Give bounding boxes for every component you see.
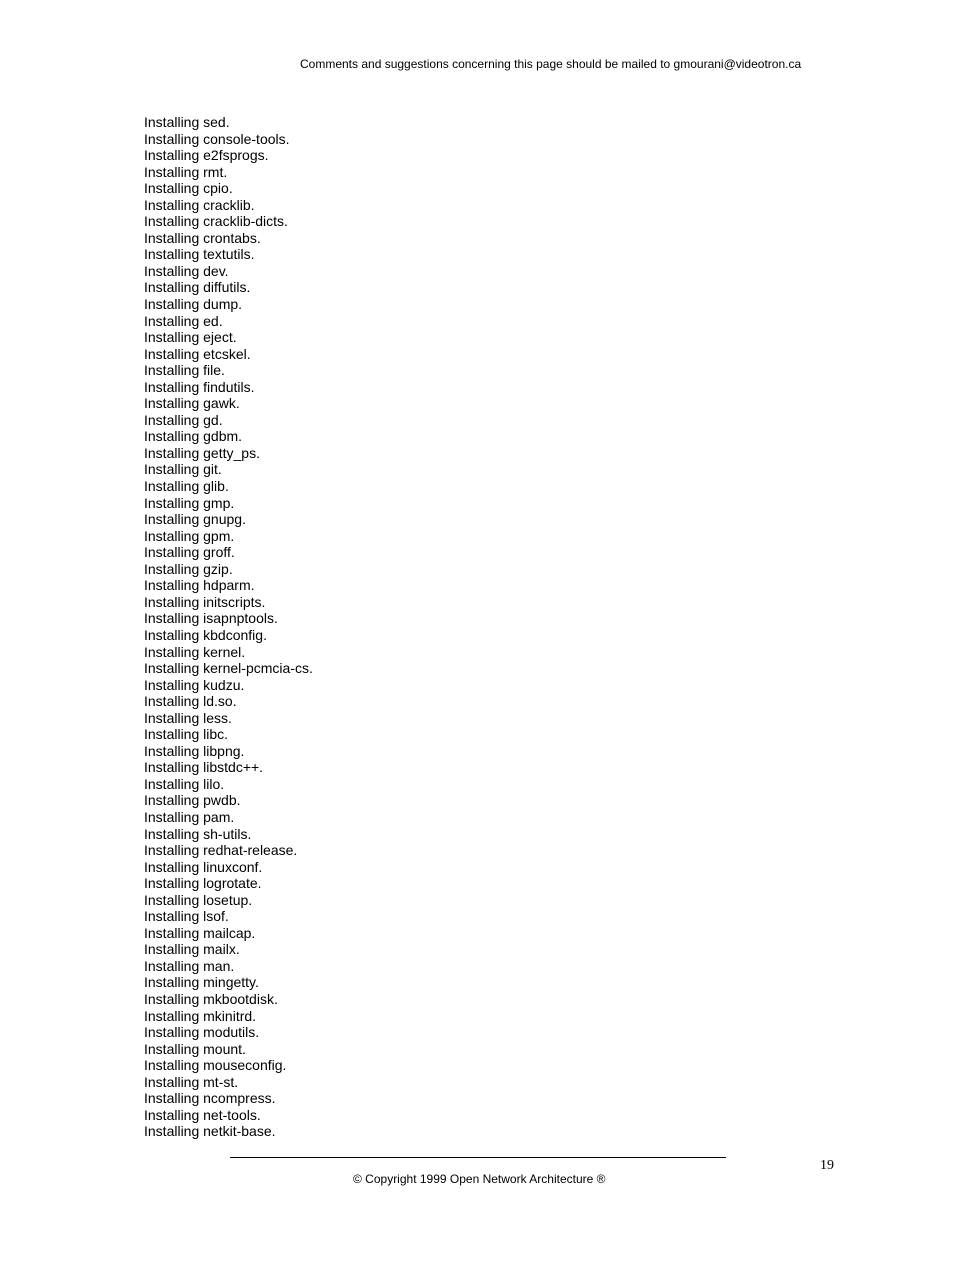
copyright-notice: © Copyright 1999 Open Network Architecture ® [353,1172,606,1186]
install-line: Installing redhat-release. [144,842,298,859]
install-line: Installing gawk. [144,395,240,412]
install-line: Installing findutils. [144,378,255,395]
install-line: Installing hdparm. [144,577,255,594]
install-line: Installing modutils. [144,1024,260,1041]
install-line: Installing eject. [144,329,237,346]
install-line: Installing gdbm. [144,428,243,445]
install-line: Installing gnupg. [144,511,246,528]
install-line: Installing netkit-base. [144,1123,276,1140]
install-line: Installing mount. [144,1040,246,1057]
install-line: Installing dump. [144,296,243,313]
install-line: Installing git. [144,461,222,478]
install-log-list [144,114,313,1140]
install-line: Installing kudzu. [144,676,245,693]
install-line: Installing libpng. [144,742,245,759]
install-line: Installing ld.so. [144,693,237,710]
install-line: Installing glib. [144,478,229,495]
install-line: Installing console-tools. [144,130,290,147]
install-line: Installing ed. [144,312,223,329]
install-line: Installing cracklib. [144,196,255,213]
install-line: Installing textutils. [144,246,255,263]
install-line: Installing e2fsprogs. [144,147,269,164]
install-line: Installing kernel. [144,643,246,660]
install-line: Installing libc. [144,726,229,743]
install-line: Installing cracklib-dicts. [144,213,288,230]
page-number: 19 [820,1158,834,1173]
install-line: Installing lilo. [144,775,225,792]
install-line: Installing libstdc++. [144,759,264,776]
install-line: Installing mingetty. [144,974,259,991]
install-line: Installing gmp. [144,494,235,511]
footer-divider [230,1157,726,1158]
install-line: Installing mkinitrd. [144,1007,257,1024]
install-line: Installing net-tools. [144,1106,261,1123]
install-line: Installing sh-utils. [144,825,252,842]
install-line: Installing less. [144,709,232,726]
install-line: Installing mouseconfig. [144,1057,287,1074]
install-line: Installing etcskel. [144,345,251,362]
install-line: Installing man. [144,957,235,974]
install-line: Installing mailx. [144,941,240,958]
install-line: Installing ncompress. [144,1090,276,1107]
header-contact-note: Comments and suggestions concerning this page should be mailed to gmourani@videotron.ca [300,57,802,71]
install-line: Installing gzip. [144,560,233,577]
install-line: Installing isapnptools. [144,610,278,627]
install-line: Installing linuxconf. [144,858,263,875]
install-line: Installing initscripts. [144,593,266,610]
install-line: Installing gpm. [144,527,235,544]
install-line: Installing mkbootdisk. [144,990,278,1007]
install-line: Installing gd. [144,411,223,428]
install-line: Installing rmt. [144,163,228,180]
install-line: Installing cpio. [144,180,233,197]
install-line: Installing crontabs. [144,229,261,246]
install-line: Installing lsof. [144,908,229,925]
install-line: Installing kbdconfig. [144,626,267,643]
install-line: Installing pam. [144,808,235,825]
install-line: Installing mt-st. [144,1073,239,1090]
install-line: Installing getty_ps. [144,444,260,461]
install-line: Installing pwdb. [144,792,241,809]
install-line: Installing logrotate. [144,875,262,892]
install-line: Installing diffutils. [144,279,251,296]
install-line: Installing groff. [144,544,235,561]
install-line: Installing dev. [144,262,229,279]
install-line: Installing file. [144,362,225,379]
install-line: Installing sed. [144,114,230,130]
install-line: Installing losetup. [144,891,253,908]
install-line: Installing kernel-pcmcia-cs. [144,660,313,677]
install-line: Installing mailcap. [144,924,256,941]
